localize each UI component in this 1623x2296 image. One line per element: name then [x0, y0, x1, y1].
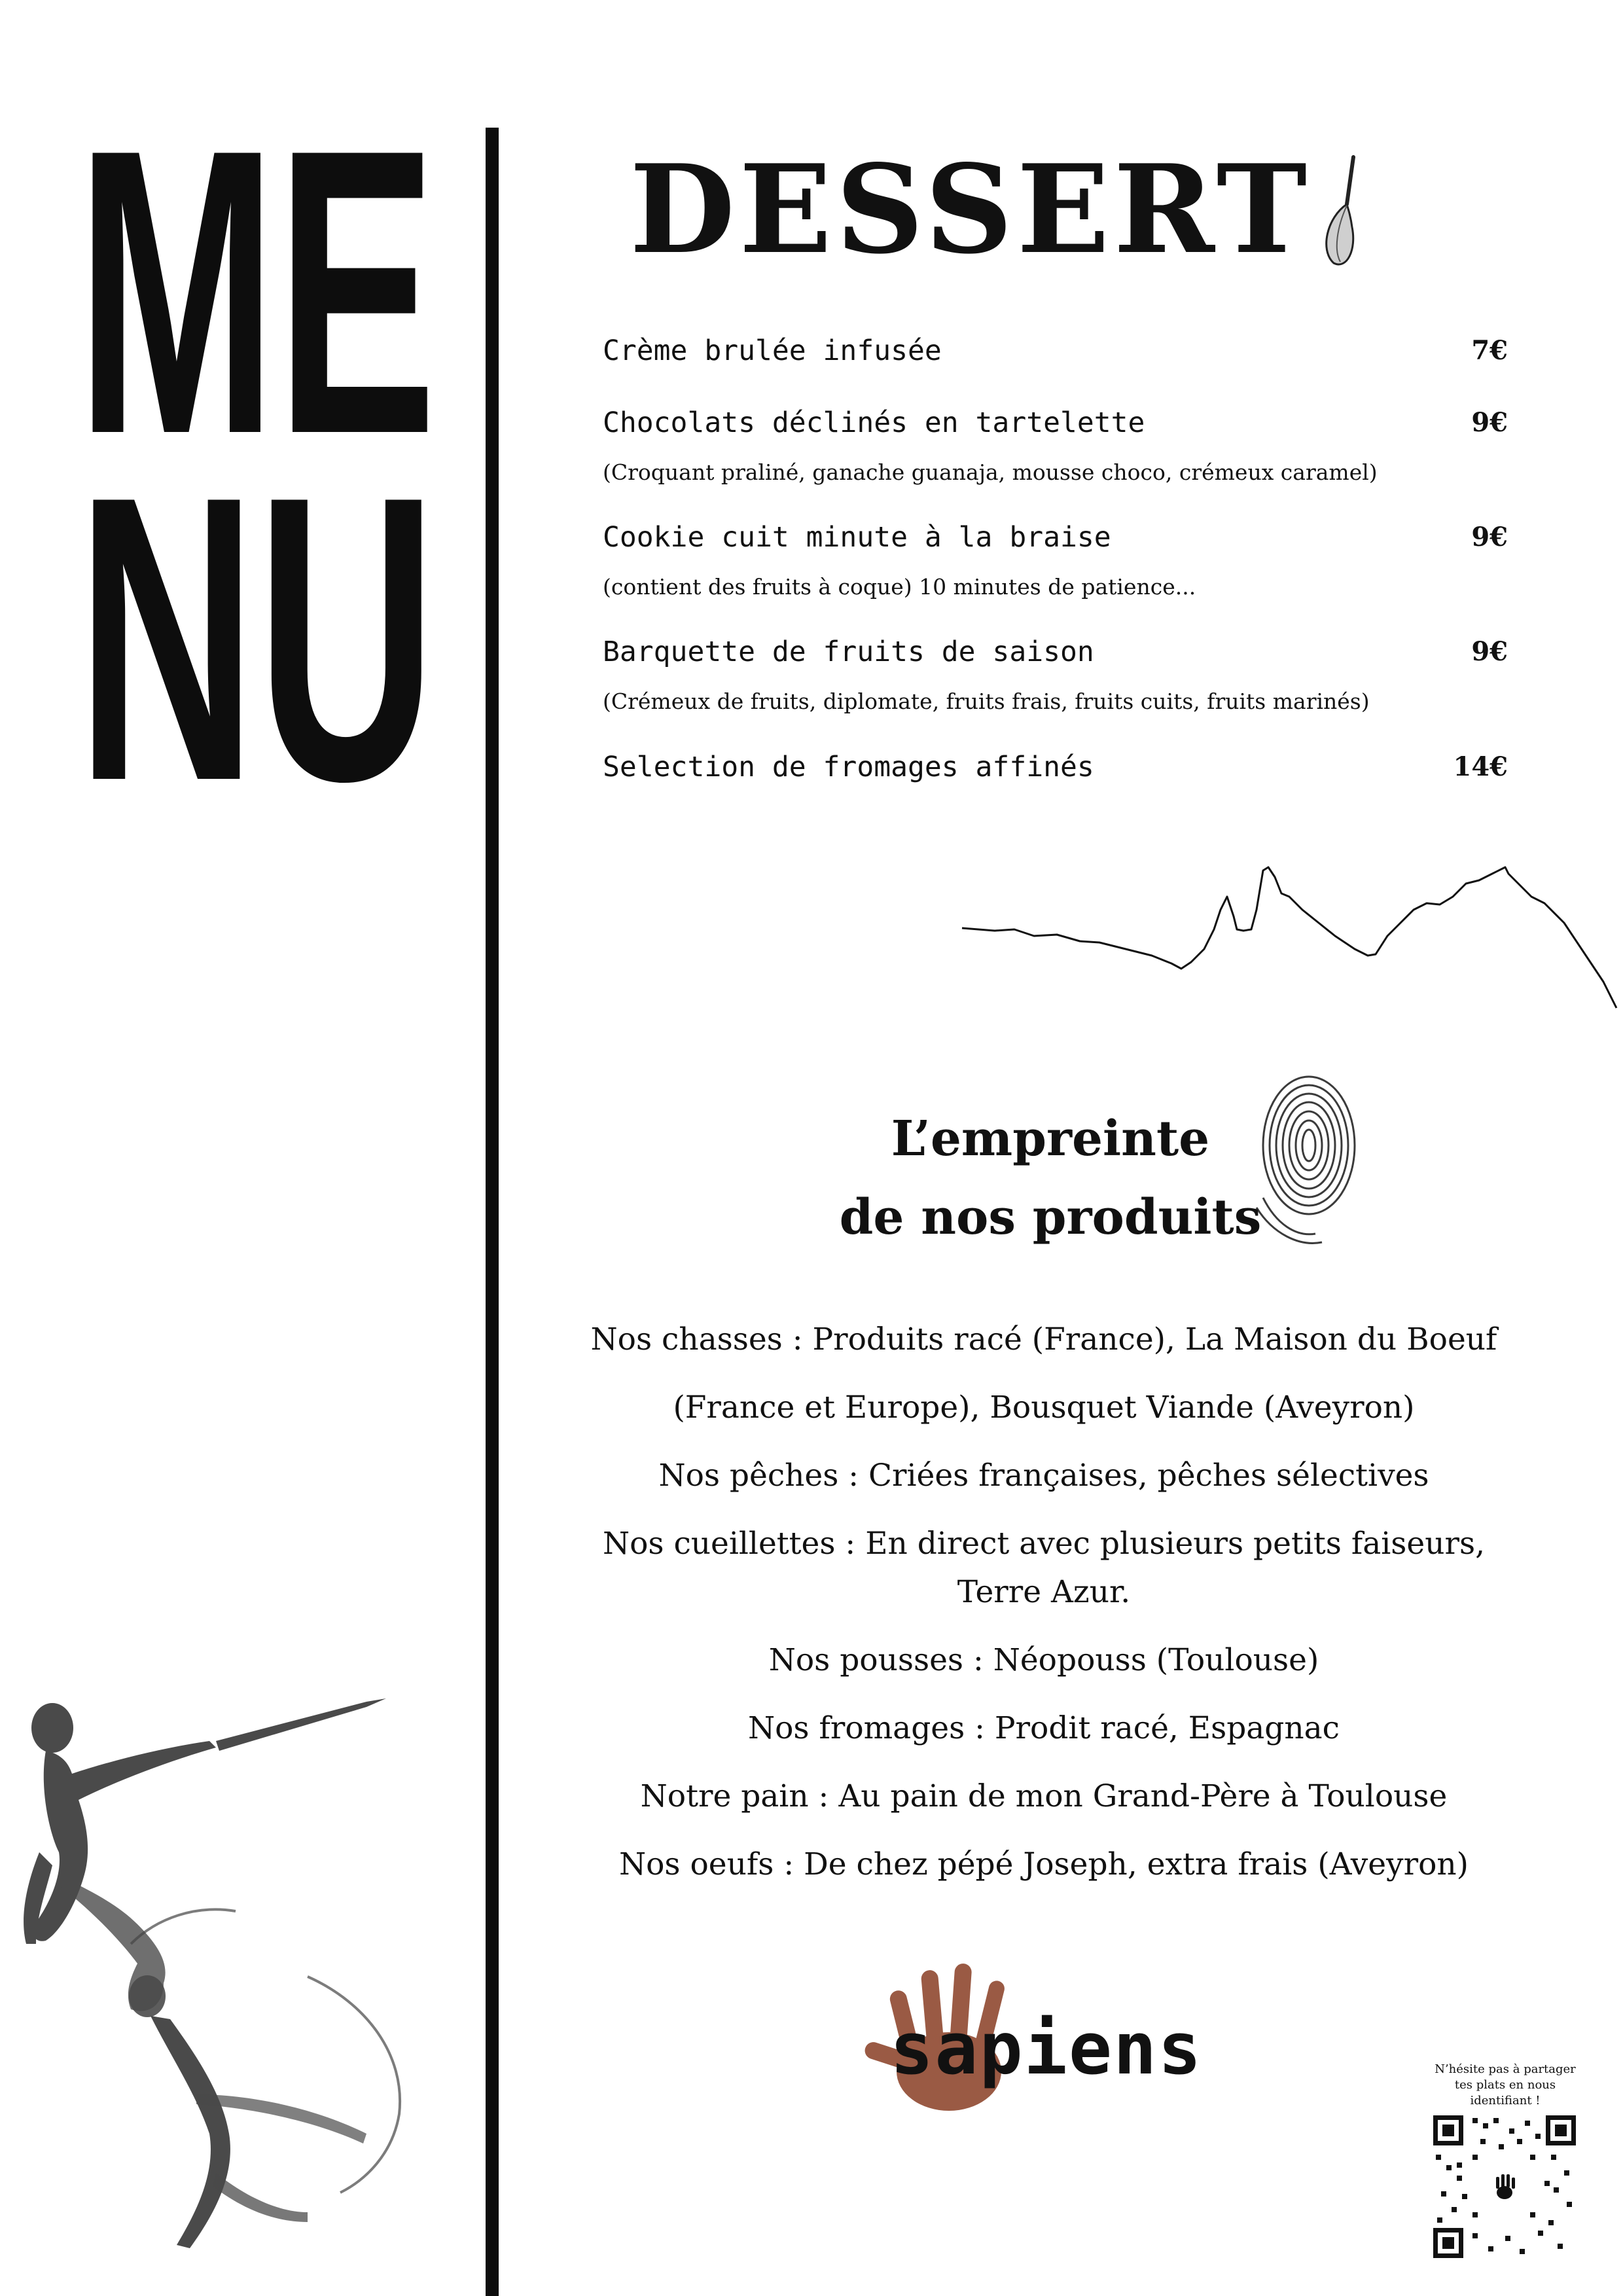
dessert-item-name: Cookie cuit minute à la braise	[603, 521, 1111, 554]
products-line: Nos chasses : Produits racé (France), La Maison du Boeuf	[590, 1321, 1497, 1357]
dessert-item-description: (contient des fruits à coque) 10 minutes de patience...	[603, 574, 1196, 600]
dessert-item-price: 9€	[1471, 407, 1508, 438]
products-list	[543, 1316, 1544, 1909]
dessert-item-price: 14€	[1453, 751, 1508, 782]
dessert-item-description: (Crémeux de fruits, diplomate, fruits frais, fruits cuits, fruits marinés)	[603, 689, 1370, 714]
menu-heading-line2: NU	[77, 412, 437, 865]
dessert-item-price: 7€	[1471, 335, 1508, 366]
products-line: Nos pêches : Criées françaises, pêches sélectives	[658, 1458, 1429, 1494]
whisk-icon	[1308, 152, 1366, 270]
products-line: Nos oeufs : De chez pépé Joseph, extra frais (Aveyron)	[619, 1846, 1469, 1882]
products-line: (France et Europe), Bousquet Viande (Aveyron)	[673, 1390, 1415, 1426]
menu-heading-line1: ME	[77, 65, 437, 518]
fingerprint-icon	[1237, 1067, 1361, 1250]
vertical-divider	[486, 128, 499, 2296]
dessert-item-price: 9€	[1471, 522, 1508, 552]
dessert-item-name: Selection de fromages affinés	[603, 751, 1094, 783]
dessert-title: DESSERT	[630, 137, 1311, 281]
empreinte-title-line1: L’empreinte	[891, 1111, 1210, 1167]
qr-code[interactable]	[1433, 2115, 1576, 2258]
dessert-item-name: Chocolats déclinés en tartelette	[603, 406, 1145, 439]
products-line: Nos cueillettes : En direct avec plusieurs petits faiseurs, Terre Azur.	[602, 1526, 1486, 1610]
products-line: Nos pousses : Néopouss (Toulouse)	[768, 1642, 1319, 1678]
qr-caption: N’hésite pas à partager tes plats en nous identifiant !	[1435, 2062, 1576, 2108]
logo-text: sapiens	[890, 2007, 1203, 2090]
dessert-item-description: (Croquant praliné, ganache guanaja, mousse choco, crémeux caramel)	[603, 459, 1378, 485]
dessert-item-price: 9€	[1471, 636, 1508, 667]
menu-heading	[73, 65, 440, 865]
products-line: Nos fromages : Prodit racé, Espagnac	[747, 1710, 1340, 1746]
dessert-item-name: Crème brulée infusée	[603, 334, 942, 367]
dancers-illustration	[0, 1636, 445, 2296]
products-line: Notre pain : Au pain de mon Grand-Père à Toulouse	[640, 1778, 1448, 1814]
mountain-sketch	[955, 857, 1623, 1054]
empreinte-title-line2: de nos produits	[839, 1189, 1262, 1246]
dessert-item-name: Barquette de fruits de saison	[603, 636, 1094, 668]
